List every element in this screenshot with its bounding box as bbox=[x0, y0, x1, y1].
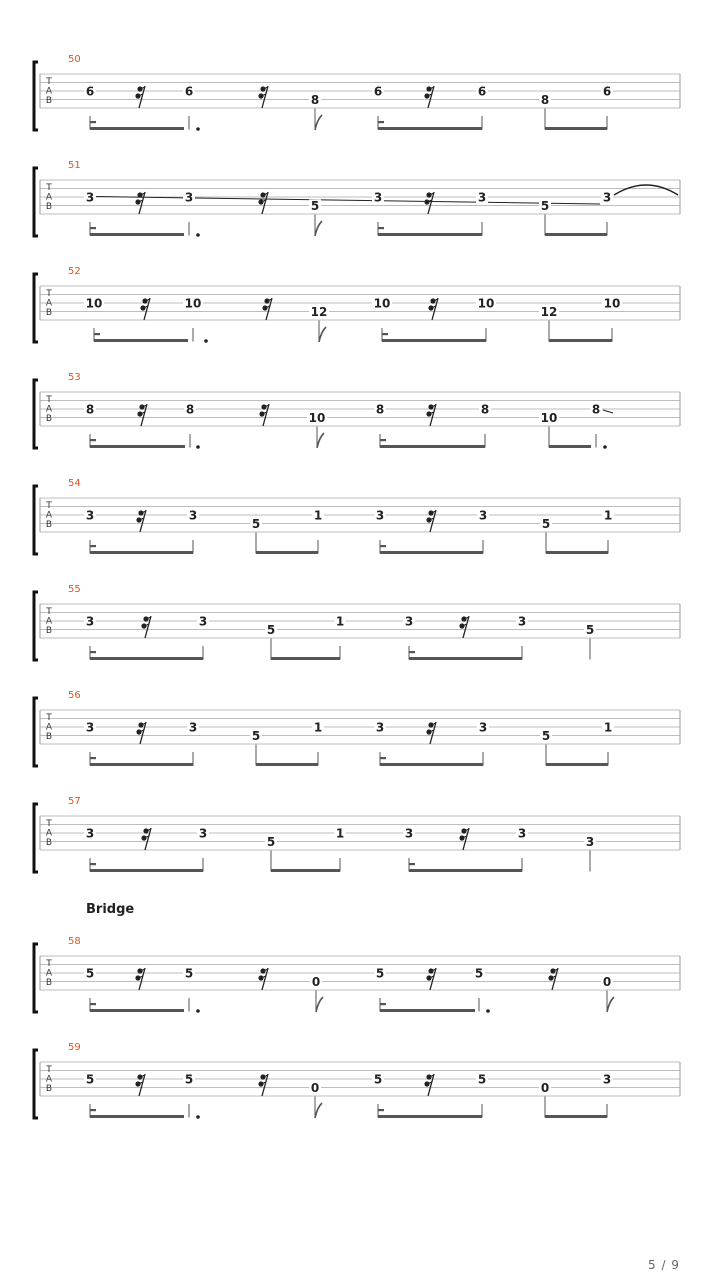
fret-number: 3 bbox=[602, 190, 612, 205]
tab-clef-letter: B bbox=[45, 626, 53, 636]
rhythm-dot bbox=[204, 339, 208, 343]
rhythm-dot bbox=[196, 127, 200, 131]
fret-number: 12 bbox=[540, 305, 558, 319]
system-bracket bbox=[34, 168, 38, 236]
section-label-bridge: Bridge bbox=[86, 902, 135, 917]
fret-number: 1 bbox=[335, 826, 345, 841]
beam bbox=[549, 445, 591, 448]
fret-number: 3 bbox=[585, 835, 595, 849]
sixteenth-stub bbox=[90, 863, 96, 865]
tab-clef-letter: B bbox=[45, 202, 53, 212]
fret-number: 8 bbox=[310, 93, 320, 107]
tab-clef-letter: A bbox=[45, 404, 53, 415]
beam bbox=[94, 339, 188, 342]
tab-system bbox=[34, 372, 680, 449]
tab-clef-letter: T bbox=[46, 395, 52, 405]
fret-number: 3 bbox=[85, 614, 95, 629]
beam bbox=[256, 551, 318, 554]
beam bbox=[90, 445, 185, 448]
tab-clef-letter: B bbox=[45, 520, 53, 530]
fret-number: 6 bbox=[184, 84, 194, 99]
fret-number: 5 bbox=[184, 966, 194, 981]
fret-number: 5 bbox=[585, 623, 595, 637]
system-bracket bbox=[34, 486, 38, 554]
measure-number: 55 bbox=[68, 584, 81, 595]
beam bbox=[90, 657, 203, 660]
tab-clef-letter: A bbox=[45, 616, 53, 627]
beam bbox=[380, 1009, 475, 1012]
tab-system bbox=[34, 1042, 680, 1119]
sixteenth-stub bbox=[382, 333, 388, 335]
tab-clef-letter: A bbox=[45, 192, 53, 203]
fret-number: 3 bbox=[198, 826, 208, 841]
sixteenth-stub bbox=[380, 757, 386, 759]
fret-number: 0 bbox=[311, 975, 321, 989]
system-bracket bbox=[34, 1050, 38, 1118]
beam bbox=[90, 1115, 184, 1118]
sixteenth-stub bbox=[380, 1003, 386, 1005]
fret-number: 6 bbox=[602, 84, 612, 99]
tab-clef-letter: T bbox=[46, 289, 52, 299]
slide-line bbox=[96, 197, 600, 205]
tab-clef-letter: T bbox=[46, 1065, 52, 1075]
tab-system bbox=[34, 160, 680, 237]
tab-clef-letter: T bbox=[46, 183, 52, 193]
fret-number: 10 bbox=[184, 296, 202, 311]
measure-number: 56 bbox=[68, 690, 81, 701]
fret-number: 10 bbox=[540, 411, 558, 425]
rhythm-dot bbox=[196, 445, 200, 449]
fret-number: 3 bbox=[198, 614, 208, 629]
fret-number: 5 bbox=[373, 1072, 383, 1087]
tab-clef-letter: B bbox=[45, 414, 53, 424]
beam bbox=[409, 657, 522, 660]
measure-number: 57 bbox=[68, 796, 81, 807]
tab-clef-letter: B bbox=[45, 1084, 53, 1094]
fret-number: 1 bbox=[313, 720, 323, 735]
fret-number: 8 bbox=[375, 402, 385, 417]
measure-number: 51 bbox=[68, 160, 81, 171]
eighth-flag bbox=[317, 433, 324, 448]
fret-number: 6 bbox=[373, 84, 383, 99]
fret-number: 10 bbox=[477, 296, 495, 311]
fret-number: 12 bbox=[310, 305, 328, 319]
system-bracket bbox=[34, 62, 38, 130]
system-bracket bbox=[34, 592, 38, 660]
beam bbox=[271, 657, 340, 660]
fret-number: 3 bbox=[517, 826, 527, 841]
tab-clef-letter: T bbox=[46, 77, 52, 87]
tab-clef-letter: A bbox=[45, 298, 53, 309]
eighth-flag bbox=[316, 997, 323, 1012]
beam bbox=[409, 869, 522, 872]
fret-number: 5 bbox=[310, 199, 320, 213]
fret-number: 3 bbox=[184, 190, 194, 205]
system-bracket bbox=[34, 698, 38, 766]
beam bbox=[256, 763, 318, 766]
system-bracket bbox=[34, 944, 38, 1012]
fret-number: 3 bbox=[85, 720, 95, 735]
fret-number: 5 bbox=[251, 517, 261, 531]
measure-number: 54 bbox=[68, 478, 81, 489]
beam bbox=[378, 233, 482, 236]
tab-clef-letter: B bbox=[45, 978, 53, 988]
beam bbox=[380, 551, 483, 554]
tab-clef-letter: B bbox=[45, 308, 53, 318]
fret-number: 1 bbox=[603, 508, 613, 523]
fret-number: 5 bbox=[184, 1072, 194, 1087]
tab-clef-letter: T bbox=[46, 713, 52, 723]
fret-number: 5 bbox=[541, 517, 551, 531]
fret-number: 5 bbox=[540, 199, 550, 213]
tab-system bbox=[34, 796, 680, 872]
fret-number: 1 bbox=[603, 720, 613, 735]
tab-clef-letter: A bbox=[45, 1074, 53, 1085]
beam bbox=[545, 233, 607, 236]
fret-number: 3 bbox=[85, 826, 95, 841]
tab-system bbox=[34, 266, 680, 343]
beam bbox=[378, 1115, 482, 1118]
tab-clef-letter: T bbox=[46, 959, 52, 969]
fret-number: 3 bbox=[375, 720, 385, 735]
fret-number: 3 bbox=[404, 614, 414, 629]
fret-number: 3 bbox=[85, 190, 95, 205]
fret-number: 3 bbox=[85, 508, 95, 523]
fret-number: 0 bbox=[540, 1081, 550, 1095]
slide-out-line bbox=[603, 410, 613, 413]
fret-number: 5 bbox=[474, 966, 484, 981]
rhythm-dot bbox=[196, 1009, 200, 1013]
tab-system bbox=[34, 478, 680, 554]
beam bbox=[90, 233, 184, 236]
fret-number: 5 bbox=[85, 1072, 95, 1087]
eighth-flag bbox=[319, 327, 326, 342]
beam bbox=[90, 551, 193, 554]
tab-clef-letter: T bbox=[46, 607, 52, 617]
fret-number: 10 bbox=[308, 411, 326, 425]
tab-clef-letter: T bbox=[46, 819, 52, 829]
system-bracket bbox=[34, 274, 38, 342]
sixteenth-stub bbox=[90, 439, 96, 441]
fret-number: 3 bbox=[404, 826, 414, 841]
eighth-flag bbox=[315, 115, 322, 130]
tab-clef-letter: B bbox=[45, 838, 53, 848]
tab-clef-letter: A bbox=[45, 86, 53, 97]
fret-number: 0 bbox=[602, 975, 612, 989]
tab-clef-letter: A bbox=[45, 722, 53, 733]
fret-number: 10 bbox=[373, 296, 391, 311]
measure-number: 50 bbox=[68, 54, 81, 65]
system-bracket bbox=[34, 380, 38, 448]
sixteenth-stub bbox=[380, 545, 386, 547]
fret-number: 5 bbox=[85, 966, 95, 981]
beam bbox=[382, 339, 486, 342]
tab-clef-letter: A bbox=[45, 828, 53, 839]
sixteenth-stub bbox=[380, 439, 386, 441]
sixteenth-stub bbox=[90, 1109, 96, 1111]
fret-number: 5 bbox=[477, 1072, 487, 1087]
beam bbox=[90, 869, 203, 872]
sixteenth-stub bbox=[90, 227, 96, 229]
page-number: 5 / 9 bbox=[648, 1258, 680, 1272]
tab-system bbox=[34, 54, 680, 131]
beam bbox=[90, 1009, 184, 1012]
sixteenth-stub bbox=[90, 545, 96, 547]
fret-number: 8 bbox=[185, 402, 195, 417]
rhythm-dot bbox=[196, 233, 200, 237]
fret-number: 8 bbox=[540, 93, 550, 107]
fret-number: 5 bbox=[251, 729, 261, 743]
beam bbox=[545, 127, 607, 130]
tab-clef-letter: T bbox=[46, 501, 52, 511]
sixteenth-stub bbox=[378, 227, 384, 229]
measure-number: 52 bbox=[68, 266, 81, 277]
tie-arc bbox=[614, 185, 678, 195]
measure-number: 59 bbox=[68, 1042, 81, 1053]
fret-number: 1 bbox=[335, 614, 345, 629]
fret-number: 8 bbox=[591, 402, 601, 417]
sixteenth-stub bbox=[90, 651, 96, 653]
fret-number: 10 bbox=[85, 296, 103, 311]
fret-number: 5 bbox=[266, 835, 276, 849]
beam bbox=[549, 339, 612, 342]
sixteenth-stub bbox=[90, 121, 96, 123]
rhythm-dot bbox=[196, 1115, 200, 1119]
beam bbox=[90, 127, 184, 130]
measure-number: 53 bbox=[68, 372, 81, 383]
fret-number: 3 bbox=[517, 614, 527, 629]
fret-number: 6 bbox=[85, 84, 95, 99]
eighth-flag bbox=[607, 997, 614, 1012]
sixteenth-stub bbox=[409, 863, 415, 865]
fret-number: 5 bbox=[541, 729, 551, 743]
sixteenth-stub bbox=[378, 121, 384, 123]
fret-number: 3 bbox=[602, 1072, 612, 1087]
beam bbox=[546, 551, 608, 554]
eighth-flag bbox=[315, 221, 322, 236]
fret-number: 3 bbox=[373, 190, 383, 205]
rhythm-dot bbox=[486, 1009, 490, 1013]
rhythm-dot bbox=[603, 445, 607, 449]
tab-system bbox=[34, 584, 680, 660]
tab-clef-letter: A bbox=[45, 510, 53, 521]
fret-number: 3 bbox=[375, 508, 385, 523]
beam bbox=[545, 1115, 607, 1118]
fret-number: 3 bbox=[188, 720, 198, 735]
beam bbox=[380, 445, 485, 448]
beam bbox=[546, 763, 608, 766]
beam bbox=[378, 127, 482, 130]
fret-number: 3 bbox=[478, 720, 488, 735]
tab-clef-letter: B bbox=[45, 96, 53, 106]
sixteenth-stub bbox=[90, 1003, 96, 1005]
beam bbox=[271, 869, 340, 872]
fret-number: 3 bbox=[477, 190, 487, 205]
beam bbox=[380, 763, 483, 766]
sixteenth-stub bbox=[409, 651, 415, 653]
eighth-flag bbox=[315, 1103, 322, 1118]
sixteenth-stub bbox=[90, 757, 96, 759]
fret-number: 3 bbox=[188, 508, 198, 523]
fret-number: 8 bbox=[85, 402, 95, 417]
beam bbox=[90, 763, 193, 766]
fret-number: 5 bbox=[266, 623, 276, 637]
measure-number: 58 bbox=[68, 936, 81, 947]
sixteenth-stub bbox=[94, 333, 100, 335]
fret-number: 3 bbox=[478, 508, 488, 523]
fret-number: 8 bbox=[480, 402, 490, 417]
fret-number: 1 bbox=[313, 508, 323, 523]
fret-number: 5 bbox=[375, 966, 385, 981]
sixteenth-stub bbox=[378, 1109, 384, 1111]
fret-number: 10 bbox=[603, 296, 621, 311]
tab-system bbox=[34, 936, 680, 1013]
tab-system bbox=[34, 690, 680, 766]
tab-clef-letter: A bbox=[45, 968, 53, 979]
tab-clef-letter: B bbox=[45, 732, 53, 742]
fret-number: 0 bbox=[310, 1081, 320, 1095]
fret-number: 6 bbox=[477, 84, 487, 99]
system-bracket bbox=[34, 804, 38, 872]
